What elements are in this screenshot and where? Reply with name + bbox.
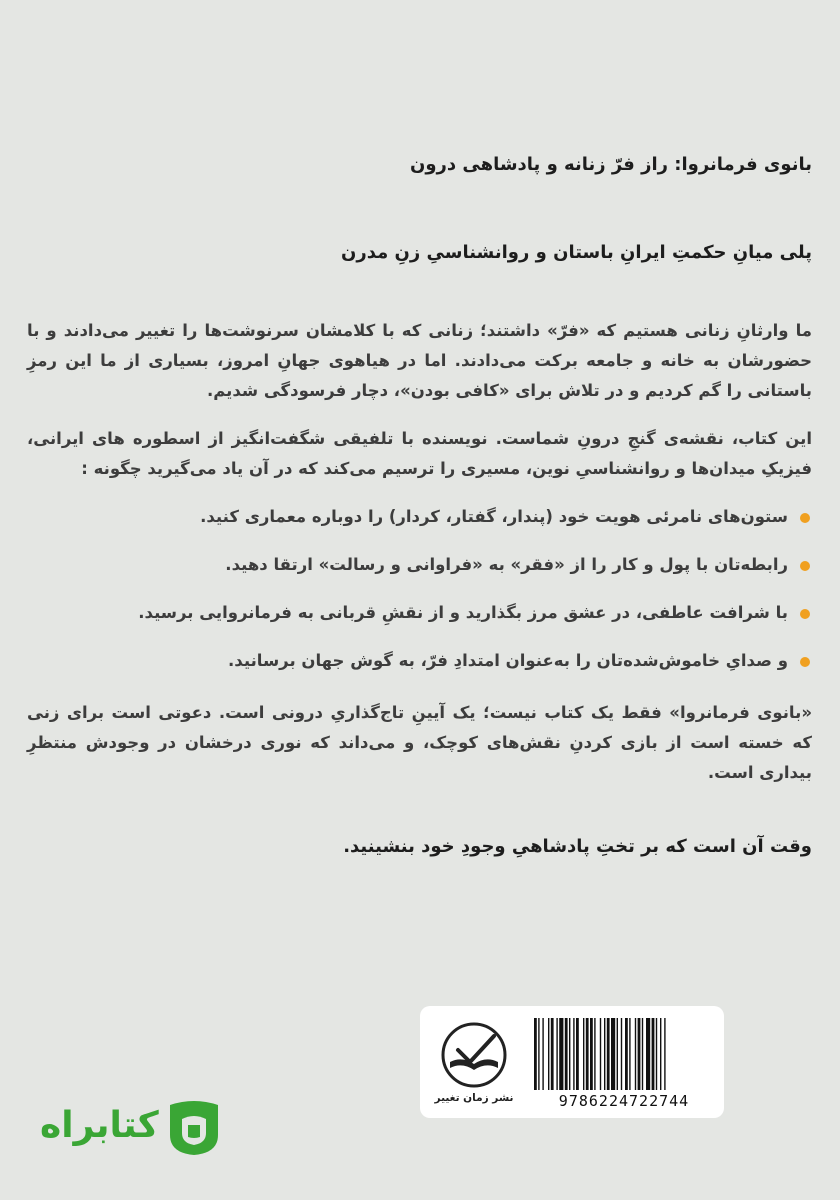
book-subtitle: پلی میانِ حکمتِ ایرانِ باستان و روانشناسیِ زنِ مدرن bbox=[341, 242, 812, 263]
list-item-text: و صدایِ خاموش‌شده‌تان را به‌عنوان امتدادِ فرّ، به گوش جهان برسانید. bbox=[228, 651, 788, 670]
barcode-bar bbox=[621, 1018, 622, 1090]
barcode-bar bbox=[664, 1018, 665, 1090]
publisher-logo-icon bbox=[434, 1020, 514, 1090]
barcode-panel bbox=[420, 1006, 724, 1118]
barcode-bar bbox=[635, 1018, 636, 1090]
list-item bbox=[27, 646, 812, 676]
intro-paragraph: ما وارثانِ زنانی هستیم که «فرّ» داشتند؛ زنانی که با کلامشان سرنوشت‌ها را تغییر می‌دادند و با حضورشان به خانه و جامعه برکت می‌دادند. اما در هیاهوی جهانِ امروز، بسیاری از ما این رمزِ باستانی را گم کردیم و در تلاش برای «کافی بودن»، دچار فرسودگی شدیم. bbox=[27, 321, 812, 400]
barcode-bar bbox=[642, 1018, 643, 1090]
ketabrah-logo bbox=[40, 1095, 220, 1165]
barcode-bar bbox=[607, 1018, 610, 1090]
list-item bbox=[27, 598, 812, 628]
barcode-bar bbox=[556, 1018, 557, 1090]
barcode-bar bbox=[638, 1018, 641, 1090]
barcode-bar bbox=[660, 1018, 661, 1090]
barcode-bar bbox=[617, 1018, 618, 1090]
barcode-bar bbox=[652, 1018, 655, 1090]
barcode-bar bbox=[600, 1018, 601, 1090]
barcode bbox=[532, 1018, 716, 1090]
barcode-bar bbox=[656, 1018, 657, 1090]
barcode-bar bbox=[590, 1018, 593, 1090]
barcode-bar bbox=[594, 1018, 595, 1090]
book-title: بانوی فرمانروا: راز فرّ زنانه و پادشاهی درون bbox=[409, 154, 812, 175]
barcode-bar bbox=[551, 1018, 554, 1090]
list-item bbox=[27, 550, 812, 580]
barcode-bar bbox=[646, 1018, 650, 1090]
barcode-bar bbox=[569, 1018, 570, 1090]
barcode-bar bbox=[559, 1018, 563, 1090]
barcode-bar bbox=[576, 1018, 579, 1090]
cover-text bbox=[27, 150, 812, 862]
list-item-text: با شرافت عاطفی، در عشق مرز بگذارید و از نقشِ قربانی به فرمانروایی برسید. bbox=[138, 603, 788, 622]
barcode-bar bbox=[583, 1018, 584, 1090]
barcode-bar bbox=[611, 1018, 615, 1090]
publisher-name: نشر زمان تغییر bbox=[434, 1092, 514, 1104]
bullet-dot-icon bbox=[800, 561, 810, 571]
ketabrah-logo-icon bbox=[162, 1095, 226, 1159]
list-item bbox=[27, 502, 812, 532]
barcode-bar bbox=[604, 1018, 605, 1090]
barcode-bar bbox=[548, 1018, 549, 1090]
barcode-bar bbox=[534, 1018, 537, 1090]
barcode-bar bbox=[538, 1018, 539, 1090]
barcode-bar bbox=[629, 1018, 630, 1090]
barcode-bar bbox=[542, 1018, 543, 1090]
bullet-dot-icon bbox=[800, 657, 810, 667]
brand-name: کتابراه bbox=[40, 1105, 159, 1146]
barcode-bar bbox=[565, 1018, 568, 1090]
barcode-bar bbox=[625, 1018, 628, 1090]
bullet-list bbox=[27, 502, 812, 676]
list-item-text: ستون‌های نامرئی هویت خود (پندار، گفتار، کردار) را دوباره معماری کنید. bbox=[200, 507, 788, 526]
isbn-number: 9786224722744 bbox=[558, 1092, 690, 1110]
barcode-bar bbox=[573, 1018, 574, 1090]
bullet-dot-icon bbox=[800, 609, 810, 619]
barcode-bar bbox=[586, 1018, 589, 1090]
description-paragraph: این کتاب، نقشه‌ی گنجِ درونِ شماست. نویسنده با تلفیقی شگفت‌انگیز از اسطوره های ایرانی، فیزیکِ میدان‌ها و روانشناسیِ نوین، مسیری را ترسیم می‌کند که در آن یاد می‌گیرید چگونه : bbox=[27, 429, 812, 478]
bullet-dot-icon bbox=[800, 513, 810, 523]
list-item-text: رابطه‌تان با پول و کار را از «فقر» به «فراوانی و رسالت» ارتقا دهید. bbox=[225, 555, 788, 574]
invitation-paragraph: «بانوی فرمانروا» فقط یک کتاب نیست؛ یک آیینِ تاج‌گذاریِ درونی است. دعوتی است برای زنی که خسته است از بازی کردنِ نقش‌های کوچک، و می‌داند که نوری درخشان در وجودش منتظرِ بیداری است. bbox=[27, 703, 812, 782]
closing-line: وقت آن است که بر تختِ پادشاهیِ وجودِ خود بنشینید. bbox=[343, 836, 812, 857]
